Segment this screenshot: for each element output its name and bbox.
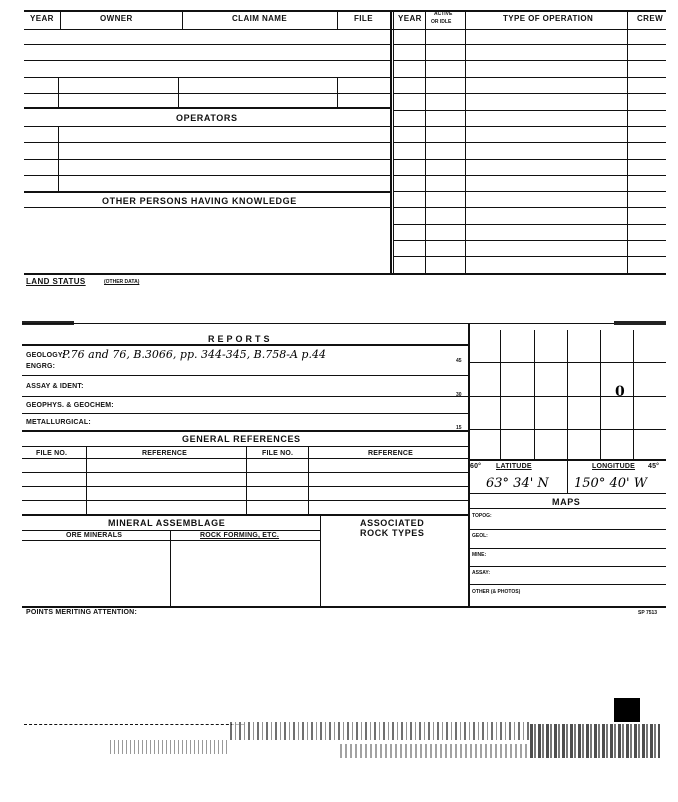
geology-label: GEOLOGY: bbox=[26, 352, 65, 359]
header-year-2: YEAR bbox=[398, 14, 422, 23]
rock-types-label: ROCK TYPES bbox=[360, 528, 425, 538]
header-year: YEAR bbox=[30, 14, 54, 23]
latitude-value: 63° 34' N bbox=[486, 476, 549, 491]
engrg-label: ENGRG: bbox=[26, 363, 56, 370]
gr-reference: REFERENCE bbox=[142, 450, 187, 457]
lat-degree: 60° bbox=[470, 463, 482, 470]
maps-title: MAPS bbox=[552, 497, 581, 507]
gr-file-no-2: FILE NO. bbox=[262, 450, 294, 457]
header-or-idle: OR IDLE bbox=[431, 19, 452, 25]
land-status-sub: (OTHER DATA) bbox=[104, 279, 140, 285]
points-meriting-attention: POINTS MERITING ATTENTION: bbox=[26, 609, 137, 616]
assay-label: ASSAY & IDENT: bbox=[26, 383, 84, 390]
lon-degree: 45° bbox=[648, 463, 660, 470]
land-status-label: LAND STATUS bbox=[26, 277, 86, 286]
gr-file-no: FILE NO. bbox=[36, 450, 68, 457]
maps-topog: TOPOG: bbox=[472, 513, 492, 519]
maps-assay: ASSAY: bbox=[472, 570, 491, 576]
geophys-label: GEOPHYS. & GEOCHEM: bbox=[26, 402, 114, 409]
reports-title: REPORTS bbox=[208, 334, 273, 344]
header-crew: CREW bbox=[637, 14, 664, 23]
form-number: SP 7513 bbox=[638, 610, 658, 616]
metallurgical-label: METALLURGICAL: bbox=[26, 419, 91, 426]
header-claim-name: CLAIM NAME bbox=[232, 14, 288, 23]
ore-minerals-label: ORE MINERALS bbox=[66, 532, 123, 539]
associated-label: ASSOCIATED bbox=[360, 518, 425, 528]
general-references-title: GENERAL REFERENCES bbox=[182, 434, 301, 444]
header-type-of-operation: TYPE OF OPERATION bbox=[503, 14, 594, 23]
grid-mark: 0 bbox=[615, 384, 625, 400]
grid-num-30: 30 bbox=[456, 392, 462, 398]
geology-value: P.76 and 76, B.3066, pp. 344-345, B.758-A p.44 bbox=[62, 348, 326, 361]
mineral-assemblage-title: MINERAL ASSEMBLAGE bbox=[108, 518, 226, 528]
header-file: FILE bbox=[354, 14, 373, 23]
grid-num-45: 45 bbox=[456, 358, 462, 364]
scan-block bbox=[614, 698, 640, 722]
operators-heading: OPERATORS bbox=[176, 113, 238, 123]
grid-num-15: 15 bbox=[456, 425, 462, 431]
longitude-label: LONGITUDE bbox=[592, 463, 636, 470]
other-persons-heading: OTHER PERSONS HAVING KNOWLEDGE bbox=[102, 196, 297, 206]
rock-forming-label: ROCK FORMING, ETC. bbox=[200, 532, 280, 539]
maps-geol: GEOL: bbox=[472, 533, 488, 539]
longitude-value: 150° 40' W bbox=[574, 476, 648, 491]
latitude-label: LATITUDE bbox=[496, 463, 532, 470]
gr-reference-2: REFERENCE bbox=[368, 450, 413, 457]
header-owner: OWNER bbox=[100, 14, 133, 23]
maps-mine: MINE: bbox=[472, 552, 487, 558]
header-active: ACTIVE bbox=[434, 11, 453, 17]
maps-other: OTHER (& PHOTOS) bbox=[472, 589, 521, 595]
